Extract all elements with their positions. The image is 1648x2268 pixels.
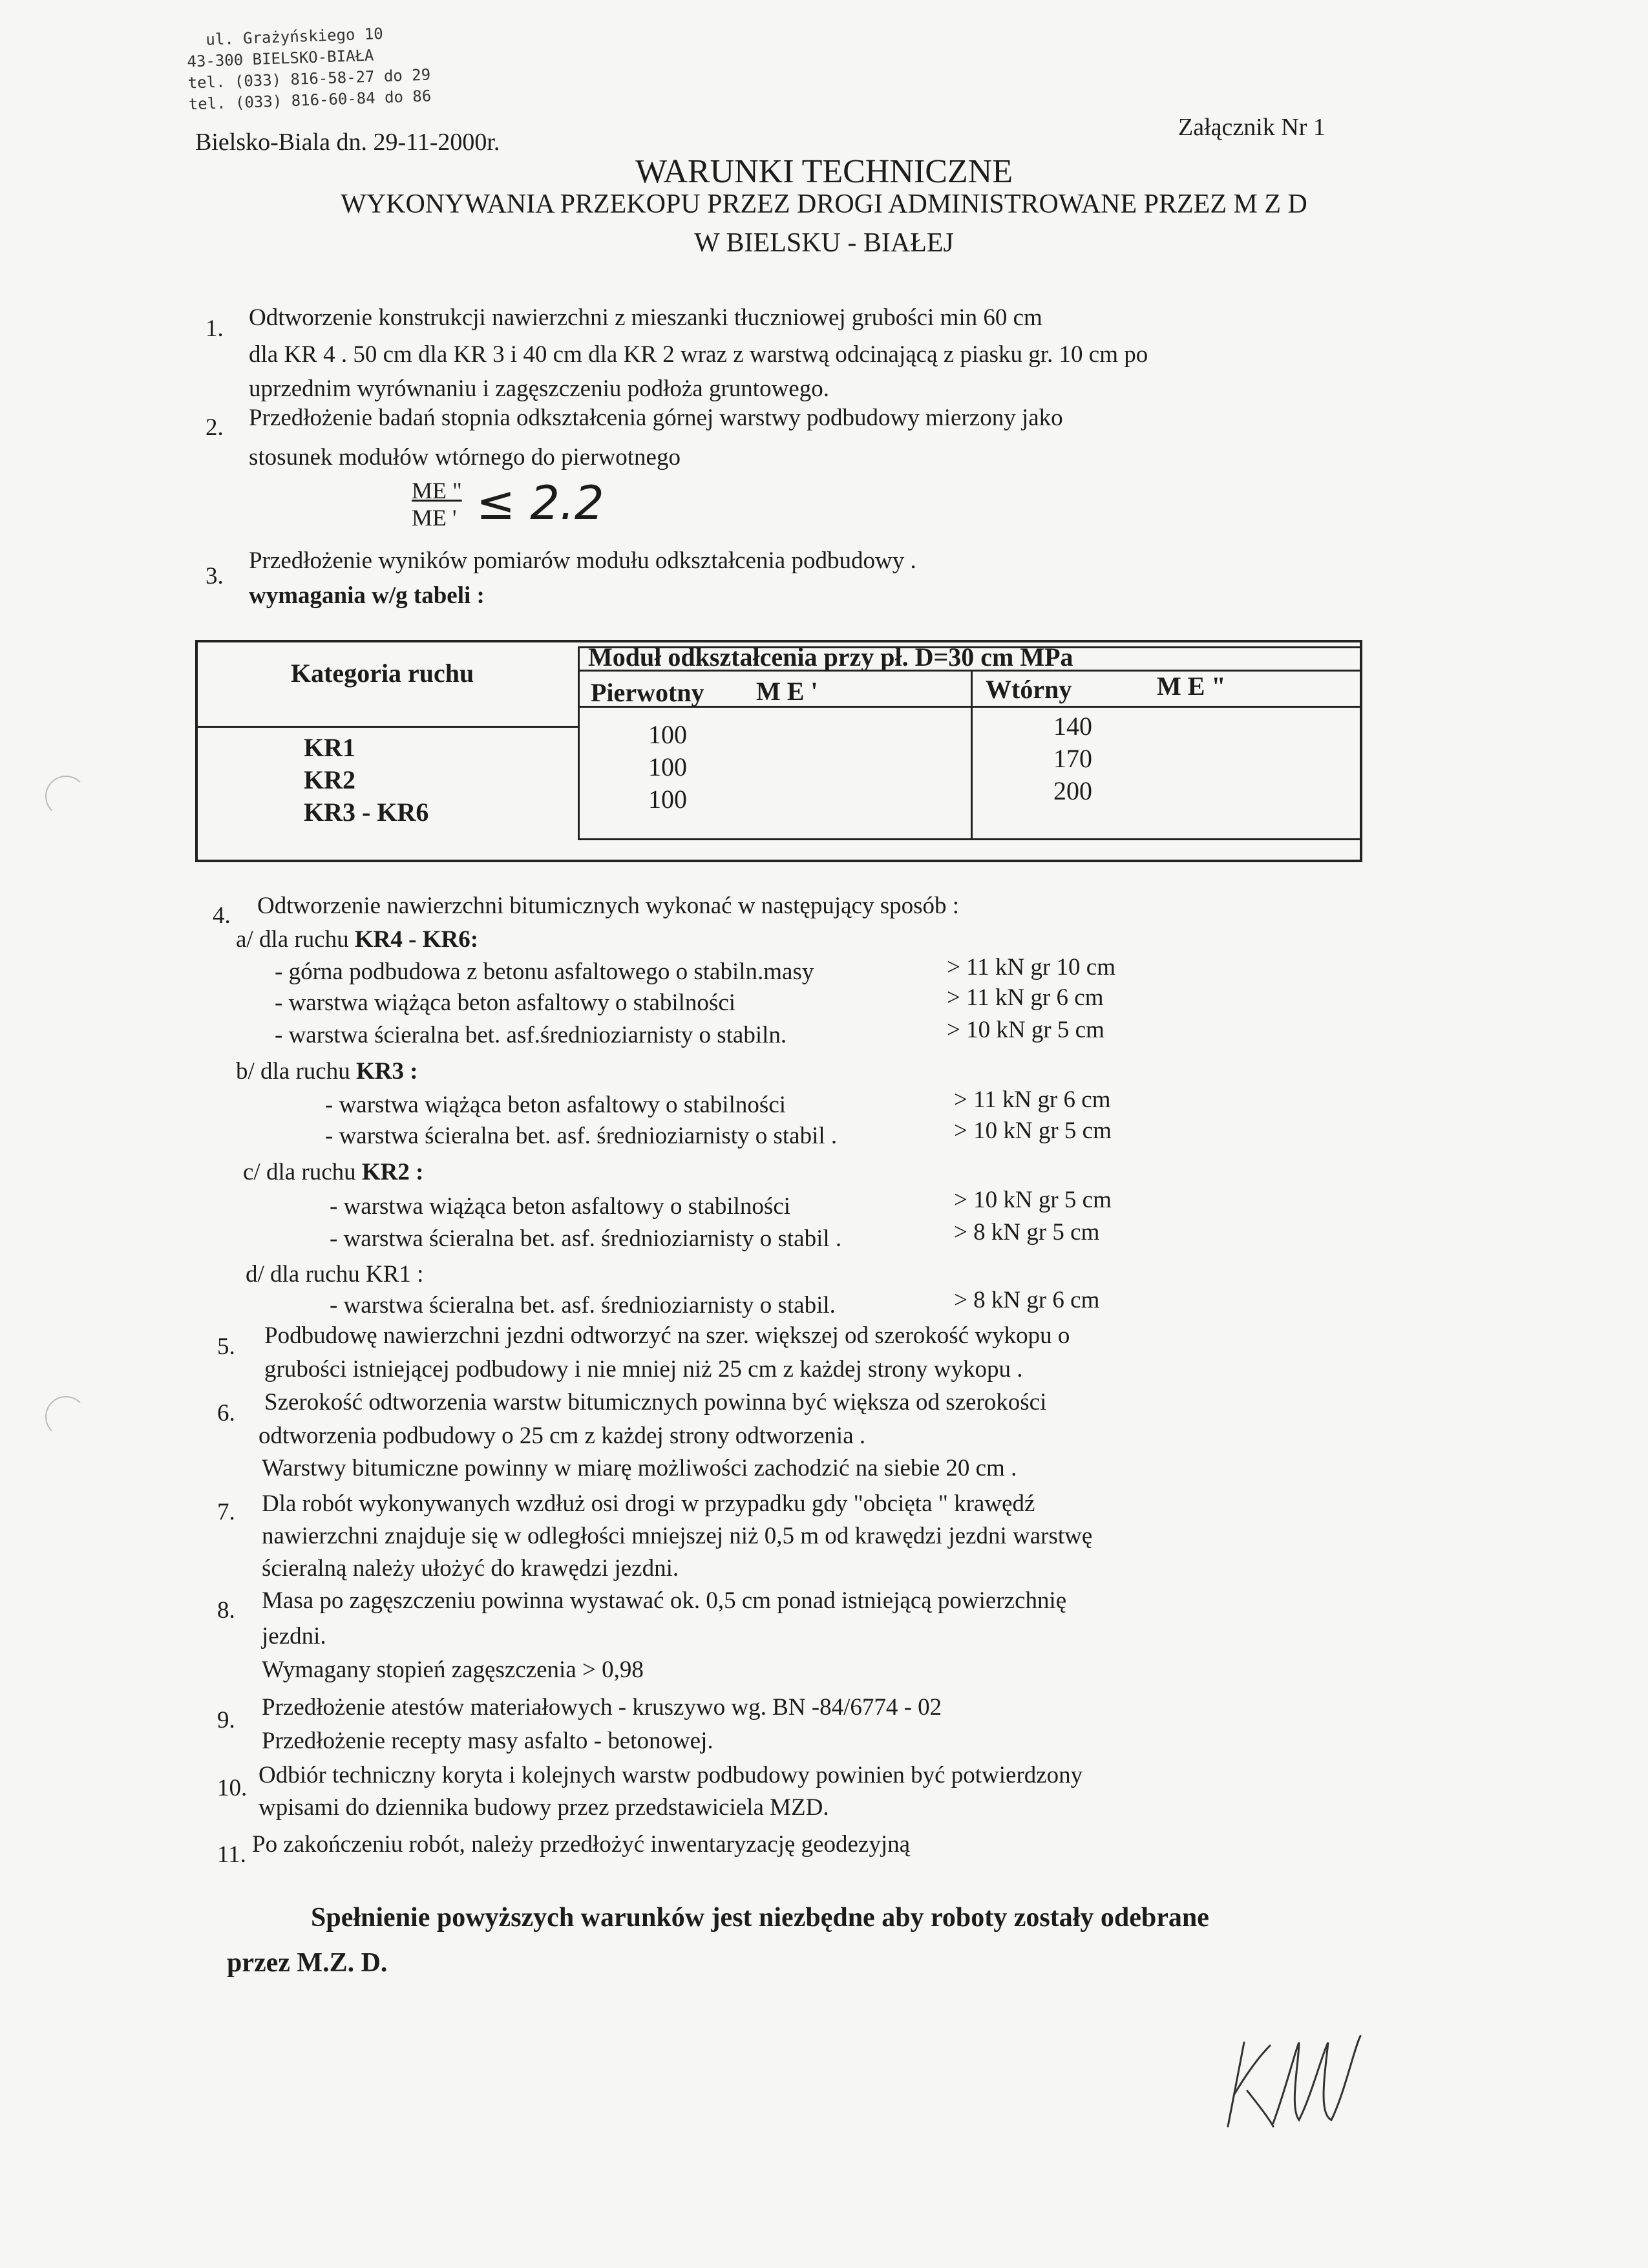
item-text: Przedłożenie atestów materiałowych - kruszywo wg. BN -84/6774 - 02 bbox=[262, 1694, 942, 1721]
item-text: ścieralną należy ułożyć do krawędzi jezdni. bbox=[262, 1555, 679, 1582]
item-text: - warstwa ścieralna bet. asf. średnioziarnisty o stabil . bbox=[330, 1225, 842, 1252]
item-number: 4. bbox=[213, 902, 231, 929]
item-text: - warstwa wiążąca beton asfaltowy o stabilności bbox=[275, 990, 736, 1016]
item-text: dla KR 4 . 50 cm dla KR 3 i 40 cm dla KR 2 wraz z warstwą odcinającą z piasku gr. 10 cm po bbox=[249, 341, 1148, 368]
item-text: Podbudowę nawierzchni jezdni odtworzyć na szer. większej od szerokość wykopu o bbox=[264, 1322, 1070, 1349]
item-value: > 11 kN gr 6 cm bbox=[954, 1086, 1111, 1113]
traffic-category: KR2 : bbox=[361, 1159, 424, 1185]
subitem-label-text: b/ dla ruchu bbox=[236, 1058, 356, 1085]
subitem-label-text: c/ dla ruchu bbox=[243, 1159, 362, 1185]
item-number: 1. bbox=[206, 315, 224, 342]
stamp-tel1: tel. (033) 816-58-27 do 29 bbox=[187, 65, 431, 92]
item-number: 5. bbox=[217, 1333, 235, 1360]
item-text: odtworzenia podbudowy o 25 cm z każdej strony odtworzenia . bbox=[259, 1423, 866, 1449]
item-number: 8. bbox=[217, 1597, 235, 1624]
formula-denominator: ME ' bbox=[412, 505, 457, 531]
table-cell-secondary: 170 bbox=[1053, 744, 1092, 773]
item-value: > 10 kN gr 5 cm bbox=[954, 1118, 1112, 1144]
item-value: > 10 kN gr 5 cm bbox=[947, 1017, 1104, 1043]
document-subtitle-city: W BIELSKU - BIAŁEJ bbox=[694, 228, 954, 258]
item-text: Po zakończeniu robót, należy przedłożyć inwentaryzację geodezyjną bbox=[252, 1831, 911, 1858]
subitem-label bbox=[243, 1158, 423, 1187]
item-text: Masa po zagęszczeniu powinna wystawać ok. 0,5 cm ponad istniejącą powierzchnię bbox=[262, 1587, 1067, 1614]
item-text: - warstwa ścieralna bet. asf.średnioziarnisty o stabiln. bbox=[275, 1022, 787, 1048]
subitem-label: d/ dla ruchu KR1 : bbox=[246, 1261, 424, 1288]
table-border bbox=[578, 838, 1361, 840]
item-text: wpisami do dziennika budowy przez przedstawiciela MZD. bbox=[259, 1794, 829, 1821]
col-header-secondary-symbol: M E " bbox=[1157, 672, 1226, 701]
item-text: Warstwy bitumiczne powinny w miarę możliwości zachodzić na siebie 20 cm . bbox=[262, 1455, 1017, 1481]
table-cell-secondary: 140 bbox=[1053, 712, 1092, 741]
item-value: > 11 kN gr 6 cm bbox=[947, 984, 1104, 1011]
col-header-secondary: Wtórny bbox=[986, 675, 1072, 704]
subitem-label bbox=[236, 926, 478, 954]
table-border bbox=[195, 860, 1362, 862]
table-cell-primary: 100 bbox=[648, 752, 687, 781]
item-number: 6. bbox=[217, 1400, 235, 1426]
subitem-label bbox=[236, 1057, 418, 1086]
item-text: Przedłożenie badań stopnia odkształcenia górnej warstwy podbudowy mierzony jako bbox=[249, 405, 1063, 431]
signature bbox=[1209, 2023, 1377, 2139]
item-value: > 10 kN gr 5 cm bbox=[954, 1187, 1112, 1213]
stamp-city: 43-300 BIELSKO-BIAŁA bbox=[187, 46, 374, 71]
table-cell-category: KR3 - KR6 bbox=[304, 798, 429, 827]
item-text: wymagania w/g tabeli : bbox=[249, 582, 485, 609]
item-text: Wymagany stopień zagęszczenia > 0,98 bbox=[262, 1657, 644, 1683]
item-text: uprzednim wyrównaniu i zagęszczeniu podłoża gruntowego. bbox=[249, 376, 829, 402]
closing-statement: Spełnienie powyższych warunków jest niezbędne aby roboty zostały odebrane bbox=[311, 1903, 1209, 1933]
table-cell-primary: 100 bbox=[648, 720, 687, 749]
item-text: - warstwa ścieralna bet. asf. średnioziarnisty o stabil . bbox=[325, 1123, 838, 1149]
document-subtitle: WYKONYWANIA PRZEKOPU PRZEZ DROGI ADMINISTROWANE PRZEZ M Z D bbox=[341, 189, 1307, 219]
closing-statement-end: przez M.Z. D. bbox=[227, 1948, 388, 1978]
table-cell-category: KR1 bbox=[304, 733, 355, 762]
col-header-primary-symbol: M E ' bbox=[756, 677, 818, 706]
item-number: 9. bbox=[217, 1707, 235, 1733]
traffic-category: KR4 - KR6: bbox=[354, 926, 479, 953]
item-text: - górna podbudowa z betonu asfaltowego o stabiln.masy bbox=[275, 959, 814, 985]
item-number: 11. bbox=[217, 1841, 246, 1868]
address-stamp bbox=[186, 21, 432, 115]
item-text: grubości istniejącej podbudowy i nie mniej niż 25 cm z każdej strony wykopu . bbox=[264, 1356, 1023, 1383]
formula-numerator: ME " bbox=[412, 478, 462, 503]
table-border bbox=[578, 646, 580, 840]
item-value: > 8 kN gr 6 cm bbox=[954, 1287, 1100, 1313]
table-border bbox=[971, 670, 973, 840]
item-number: 3. bbox=[206, 563, 224, 589]
table-cell-category: KR2 bbox=[304, 765, 355, 794]
stamp-tel2: tel. (033) 816-60-84 do 86 bbox=[188, 87, 432, 114]
item-text: Odbiór techniczny koryta i kolejnych warstw podbudowy powinien być potwierdzony bbox=[259, 1762, 1083, 1788]
table-cell-secondary: 200 bbox=[1053, 776, 1092, 805]
punch-hole bbox=[45, 1396, 87, 1437]
item-text: Przedłożenie wyników pomiarów modułu odkształcenia podbudowy . bbox=[249, 547, 916, 574]
item-text: - warstwa wiążąca beton asfaltowy o stabilności bbox=[325, 1092, 787, 1118]
col-header-category: Kategoria ruchu bbox=[291, 659, 474, 688]
item-number: 7. bbox=[217, 1499, 235, 1525]
document-title: WARUNKI TECHNICZNE bbox=[635, 153, 1013, 190]
item-value: > 8 kN gr 5 cm bbox=[954, 1219, 1100, 1245]
attachment-label: Załącznik Nr 1 bbox=[1178, 114, 1326, 141]
item-text: Szerokość odtworzenia warstw bitumicznych powinna być większa od szerokości bbox=[264, 1389, 1047, 1415]
item-text: - warstwa wiążąca beton asfaltowy o stabilności bbox=[330, 1193, 791, 1220]
table-cell-primary: 100 bbox=[648, 785, 687, 814]
group-header-modulus: Moduł odkształcenia przy pł. D=30 cm MPa bbox=[588, 642, 1073, 672]
item-text: Odtworzenie konstrukcji nawierzchni z mieszanki tłuczniowej grubości min 60 cm bbox=[249, 304, 1042, 331]
table-border bbox=[1360, 640, 1362, 862]
item-text: stosunek modułów wtórnego do pierwotnego bbox=[249, 444, 681, 471]
stamp-street: ul. Grażyńskiego 10 bbox=[205, 24, 384, 49]
col-header-primary: Pierwotny bbox=[591, 678, 704, 707]
table-border bbox=[195, 726, 579, 728]
item-value: > 11 kN gr 10 cm bbox=[947, 954, 1115, 980]
traffic-category: KR3 : bbox=[355, 1058, 418, 1085]
item-text: Odtworzenie nawierzchni bitumicznych wykonać w następujący sposób : bbox=[257, 893, 960, 919]
item-number: 10. bbox=[217, 1775, 248, 1801]
table-border bbox=[195, 640, 198, 862]
item-text: nawierzchni znajduje się w odległości mniejszej niż 0,5 m od krawędzi jezdni warstwę bbox=[262, 1523, 1093, 1549]
punch-hole bbox=[45, 776, 87, 817]
item-text: - warstwa ścieralna bet. asf. średnioziarnisty o stabil. bbox=[330, 1292, 836, 1319]
item-text: Przedłożenie recepty masy asfalto - betonowej. bbox=[262, 1728, 713, 1754]
date-line: Bielsko-Biala dn. 29-11-2000r. bbox=[195, 129, 500, 156]
item-number: 2. bbox=[206, 414, 224, 441]
item-text: jezdni. bbox=[262, 1623, 326, 1649]
subitem-label-text: a/ dla ruchu bbox=[236, 926, 355, 953]
item-text: Dla robót wykonywanych wzdłuż osi drogi w przypadku gdy "obcięta " krawędź bbox=[262, 1490, 1035, 1517]
formula-relation: ≤ 2.2 bbox=[476, 476, 604, 530]
